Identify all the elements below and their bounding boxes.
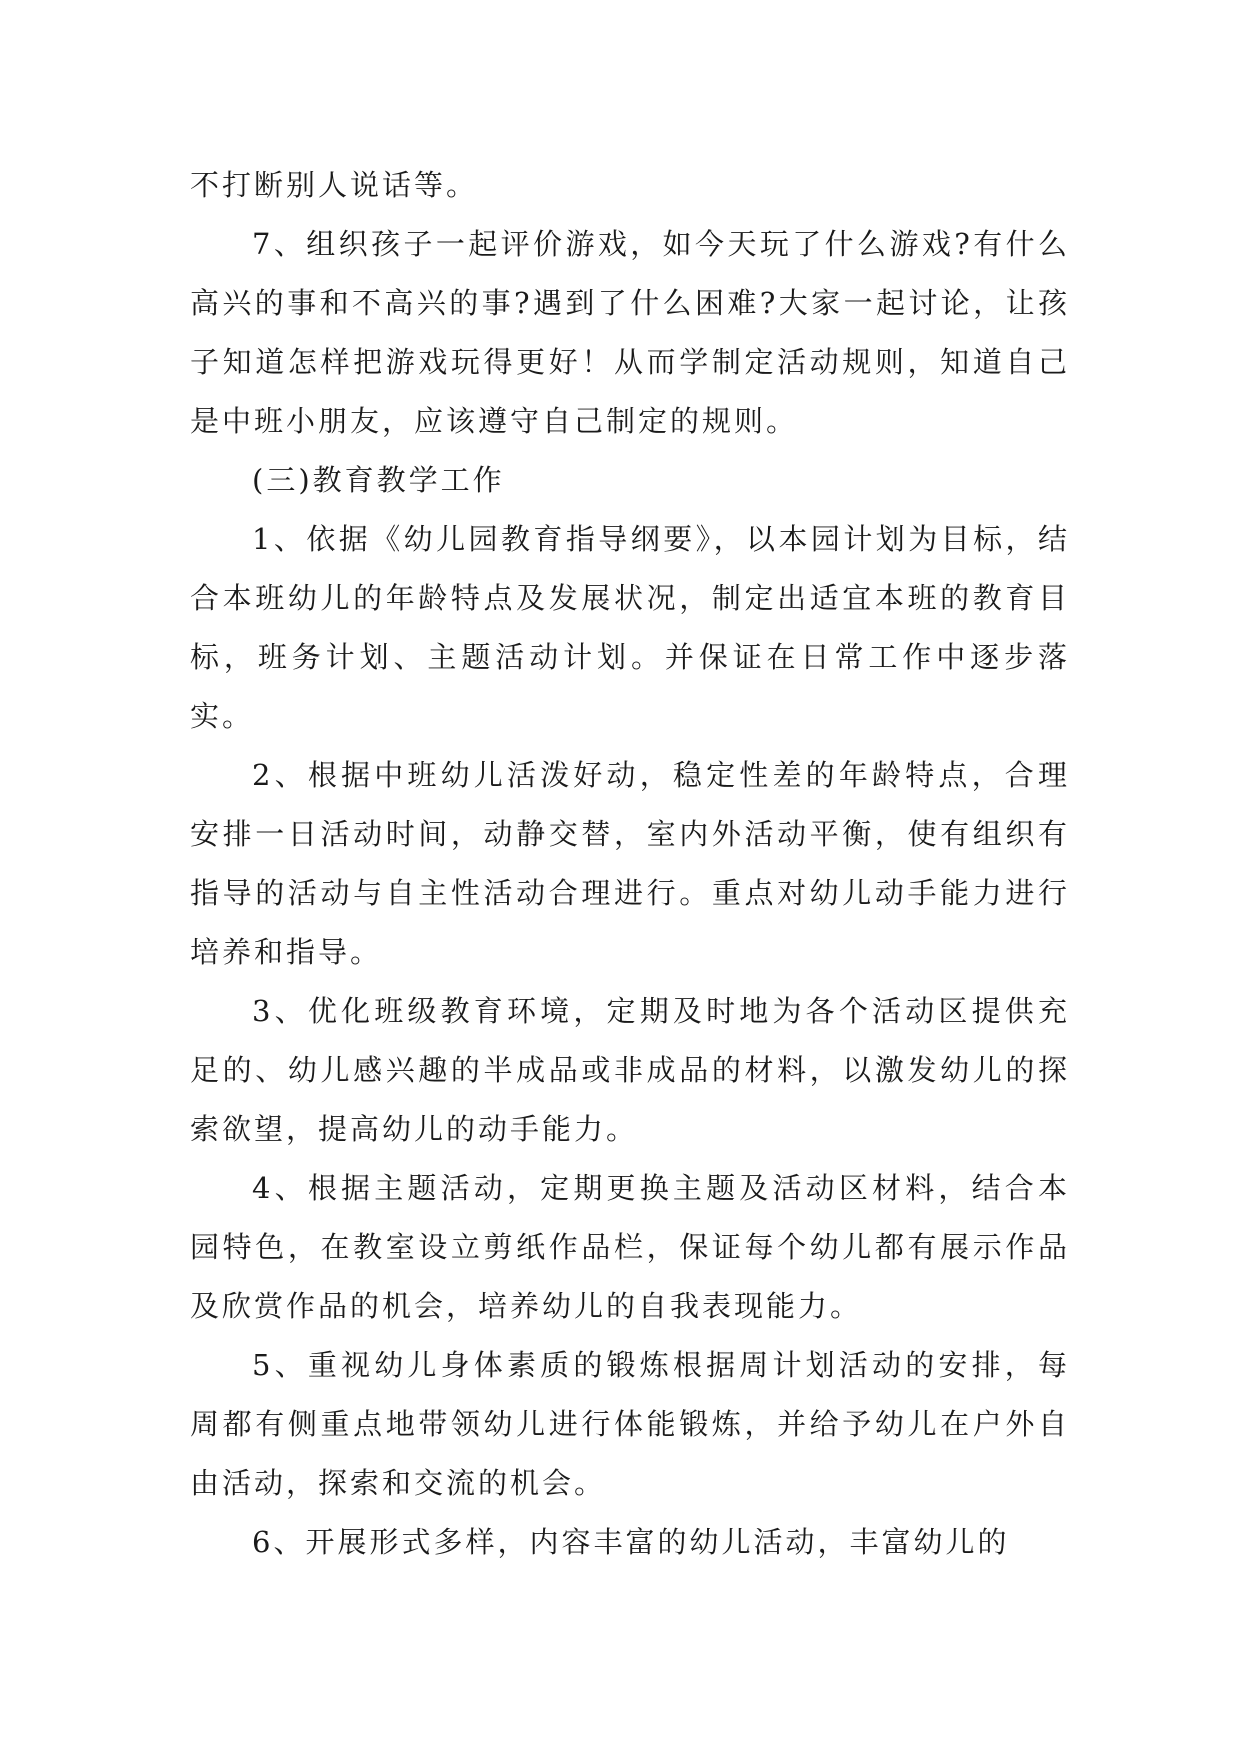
section-heading-education-teaching: (三)教育教学工作 bbox=[252, 463, 505, 497]
document-body bbox=[190, 156, 1070, 1572]
paragraph-item-7: 7、组织孩子一起评价游戏，如今天玩了什么游戏?有什么高兴的事和不高兴的事?遇到了什么困难?大家一起讨论，让孩子知道怎样把游戏玩得更好！从而学制定活动规则，知道自己是中班小朋友，应该遵守自己制定的规则。 bbox=[190, 227, 1070, 438]
paragraph-item-3: 3、优化班级教育环境，定期及时地为各个活动区提供充足的、幼儿感兴趣的半成品或非成品的材料，以激发幼儿的探索欲望，提高幼儿的动手能力。 bbox=[190, 994, 1070, 1146]
paragraph-item-6: 6、开展形式多样，内容丰富的幼儿活动，丰富幼儿的 bbox=[252, 1525, 1010, 1559]
paragraph-item-2: 2、根据中班幼儿活泼好动，稳定性差的年龄特点，合理安排一日活动时间，动静交替，室内外活动平衡，使有组织有指导的活动与自主性活动合理进行。重点对幼儿动手能力进行培养和指导。 bbox=[190, 758, 1070, 969]
paragraph-continuation: 不打断别人说话等。 bbox=[190, 168, 479, 202]
paragraph-item-4: 4、根据主题活动，定期更换主题及活动区材料，结合本园特色，在教室设立剪纸作品栏，保证每个幼儿都有展示作品及欣赏作品的机会，培养幼儿的自我表现能力。 bbox=[190, 1171, 1070, 1323]
paragraph-item-1: 1、依据《幼儿园教育指导纲要》，以本园计划为目标，结合本班幼儿的年龄特点及发展状况，制定出适宜本班的教育目标，班务计划、主题活动计划。并保证在日常工作中逐步落实。 bbox=[190, 522, 1070, 733]
paragraph-item-5: 5、重视幼儿身体素质的锻炼根据周计划活动的安排，每周都有侧重点地带领幼儿进行体能锻炼，并给予幼儿在户外自由活动，探索和交流的机会。 bbox=[190, 1348, 1070, 1500]
